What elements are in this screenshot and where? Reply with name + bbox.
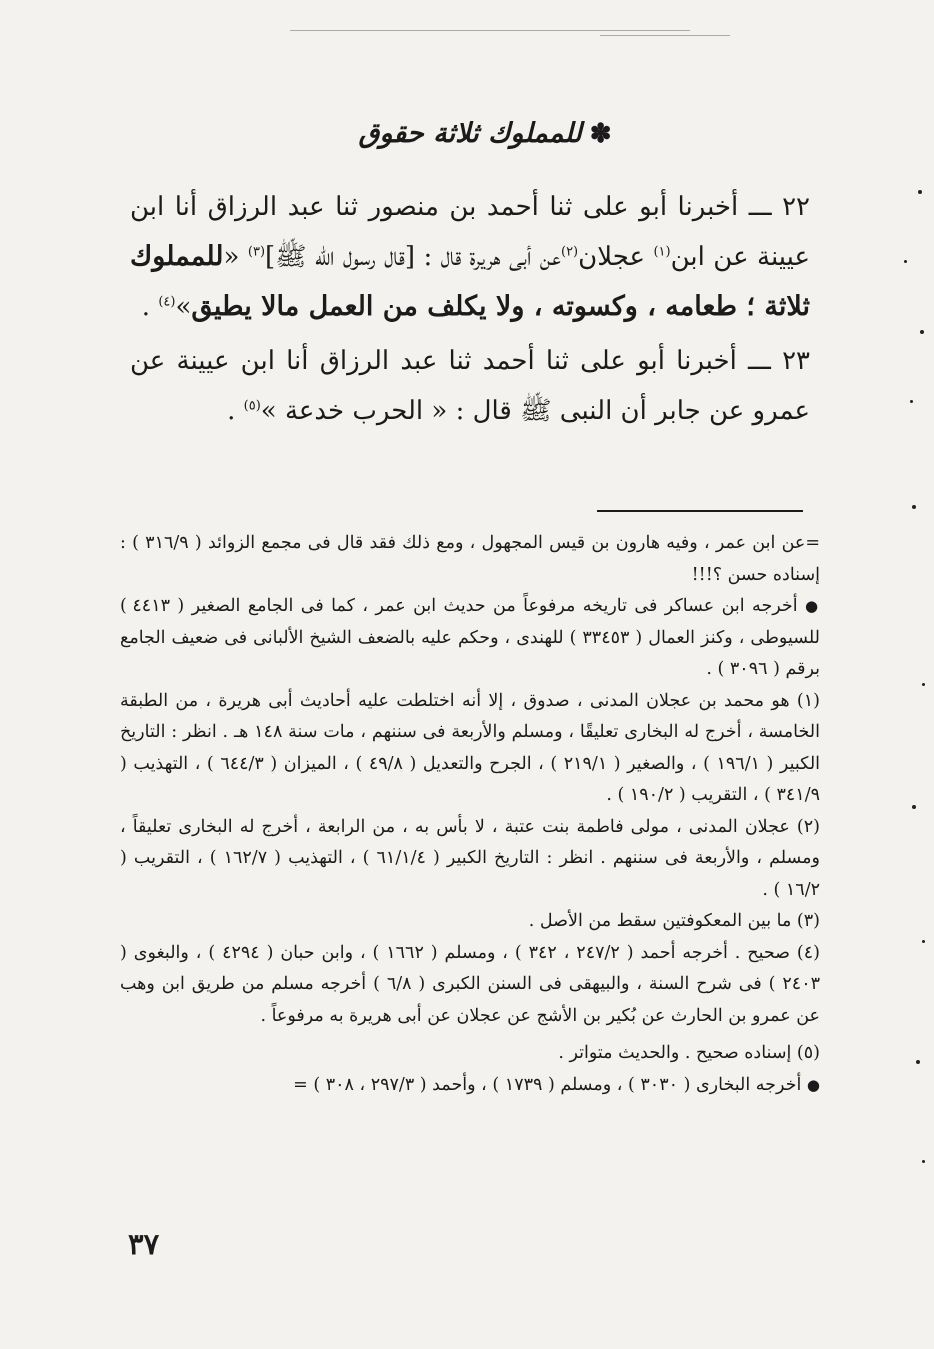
footnotes	[120, 528, 820, 1101]
section-heading	[300, 118, 670, 149]
hadith-22-text: ٢٢ ـــ أخبرنا أبو على ثنا أحمد بن منصور ثنا عبد الرزاق أنا ابن عيينة عن ابن	[130, 192, 811, 272]
scan-speck	[912, 805, 916, 809]
page-number: ٣٧	[128, 1227, 160, 1261]
footnote-2: (٢) عجلان المدنى ، مولى فاطمة بنت عتبة ، لا بأس به ، من الرابعة ، أخرج له البخارى تعليقاً ، ومسلم ، والأربعة فى سننهم . انظر : التاريخ الكبير ( ٦١/١/٤ ) ، التهذيب ( ١٦٢/٧ ) ، التقريب ( ١٦/٢ ) .	[120, 816, 820, 900]
footnote-bullet-text: أخرجه البخارى ( ٣٠٣٠ ) ، ومسلم ( ١٧٣٩ ) ، وأحمد ( ٢٩٧/٣ ، ٣٠٨ ) =	[293, 1074, 802, 1095]
bullet-icon: ●	[806, 1075, 820, 1094]
main-text	[130, 182, 810, 436]
scan-speck	[920, 330, 924, 334]
heading-title: للمملوك ثلاثة حقوق	[358, 118, 582, 149]
hadith-23-text: ٢٣ ـــ أخبرنا أبو على ثنا أحمد ثنا عبد الرزاق أنا ابن عيينة عن عمرو عن جابر أن النبى ﷺ قال : « الحرب خدعة »	[130, 346, 810, 426]
footnote-continuation: =عن ابن عمر ، وفيه هارون بن قيس المجهول ، ومع ذلك فقد قال فى مجمع الزوائد ( ٣١٦/٩ ) : إسناده حسن ؟!!!	[120, 533, 820, 585]
footnote-1: (١) هو محمد بن عجلان المدنى ، صدوق ، إلا أنه اختلطت عليه أحاديث أبى هريرة ، من الطبقة الخامسة ، أخرج له البخارى تعليقًا ، ومسلم والأربعة فى سننهم ، مات سنة ١٤٨ هـ . انظر : التاريخ الكبير ( ١٩٦/١ ) ، والصغير ( ٢١٩/١ ) ، الجرح والتعديل ( ٤٩/٨ ) ، الميزان ( ٦٤٤/٣ ) ، التهذيب ( ٣٤١/٩ ) ، التقريب ( ١٩٠/٢ ) .	[120, 690, 821, 805]
scan-speck	[922, 683, 925, 686]
hadith-22-text: عن أبى هريرة قال : [قال رسول الله ﷺ]	[265, 242, 561, 272]
flower-ornament-icon: ✽	[589, 119, 612, 149]
footnote-3: (٣) ما بين المعكوفتين سقط من الأصل .	[528, 911, 820, 931]
scan-speck	[922, 940, 925, 943]
scan-artifact-line	[290, 30, 690, 31]
bullet-icon: ●	[805, 597, 820, 615]
footnote-4: (٤) صحيح . أخرجه أحمد ( ٢٤٧/٢ ، ٣٤٢ ) ، ومسلم ( ١٦٦٢ ) ، وابن حبان ( ٤٢٩٤ ) ، والبغوى ( ٢٤٠٣ ) فى شرح السنة ، والبيهقى فى السنن الكبرى ( ٦/٨ ) أخرجه مسلم من طريق ابن وهب عن عمرو بن الحارث عن بُكير بن الأشج عن عجلان عن أبى هريرة به مرفوعاً .	[120, 942, 821, 1026]
scan-speck	[912, 505, 916, 509]
footnote-5: (٥) إسناده صحيح . والحديث متواتر .	[558, 1043, 820, 1063]
footnote-bullet-text: أخرجه ابن عساكر فى تاريخه مرفوعاً من حديث ابن عمر ، كما فى الجامع الصغير ( ٤٤١٣ ) للسيوطى ، وكنز العمال ( ٣٣٤٥٣ ) للهندى ، وحكم عليه بالضعف الشيخ الألبانى فى ضعيف الجامع برقم ( ٣٠٩٦ ) .	[120, 596, 820, 679]
footnote-bullet	[120, 1070, 820, 1102]
footnote-bullet	[120, 591, 820, 686]
hadith-23	[130, 336, 810, 436]
hadith-22	[130, 182, 810, 332]
scan-artifact-line	[600, 35, 730, 36]
hadith-22-matn: للمملوك ثلاثة ؛ طعامه ، وكسوته ، ولا يكلف من العمل مالا يطيق	[130, 241, 810, 322]
footnote-ref: (٣)	[247, 244, 266, 260]
footnote-ref: (٢)	[560, 244, 579, 260]
footnote-ref: (٥)	[243, 398, 261, 414]
footnote-ref: (١)	[653, 244, 671, 260]
hadith-22-text: عجلان	[578, 242, 654, 272]
scan-speck	[916, 1060, 920, 1064]
scan-speck	[922, 1160, 925, 1163]
hadith-22-text: .	[141, 292, 159, 322]
hadith-22-text: «	[223, 242, 248, 272]
footnote-ref: (٤)	[158, 294, 176, 310]
hadith-22-text: »	[175, 292, 192, 322]
scan-speck	[910, 400, 913, 403]
hadith-23-text: .	[227, 396, 244, 426]
scan-speck	[904, 260, 907, 263]
footnote-separator	[597, 510, 803, 512]
scan-speck	[918, 190, 922, 194]
